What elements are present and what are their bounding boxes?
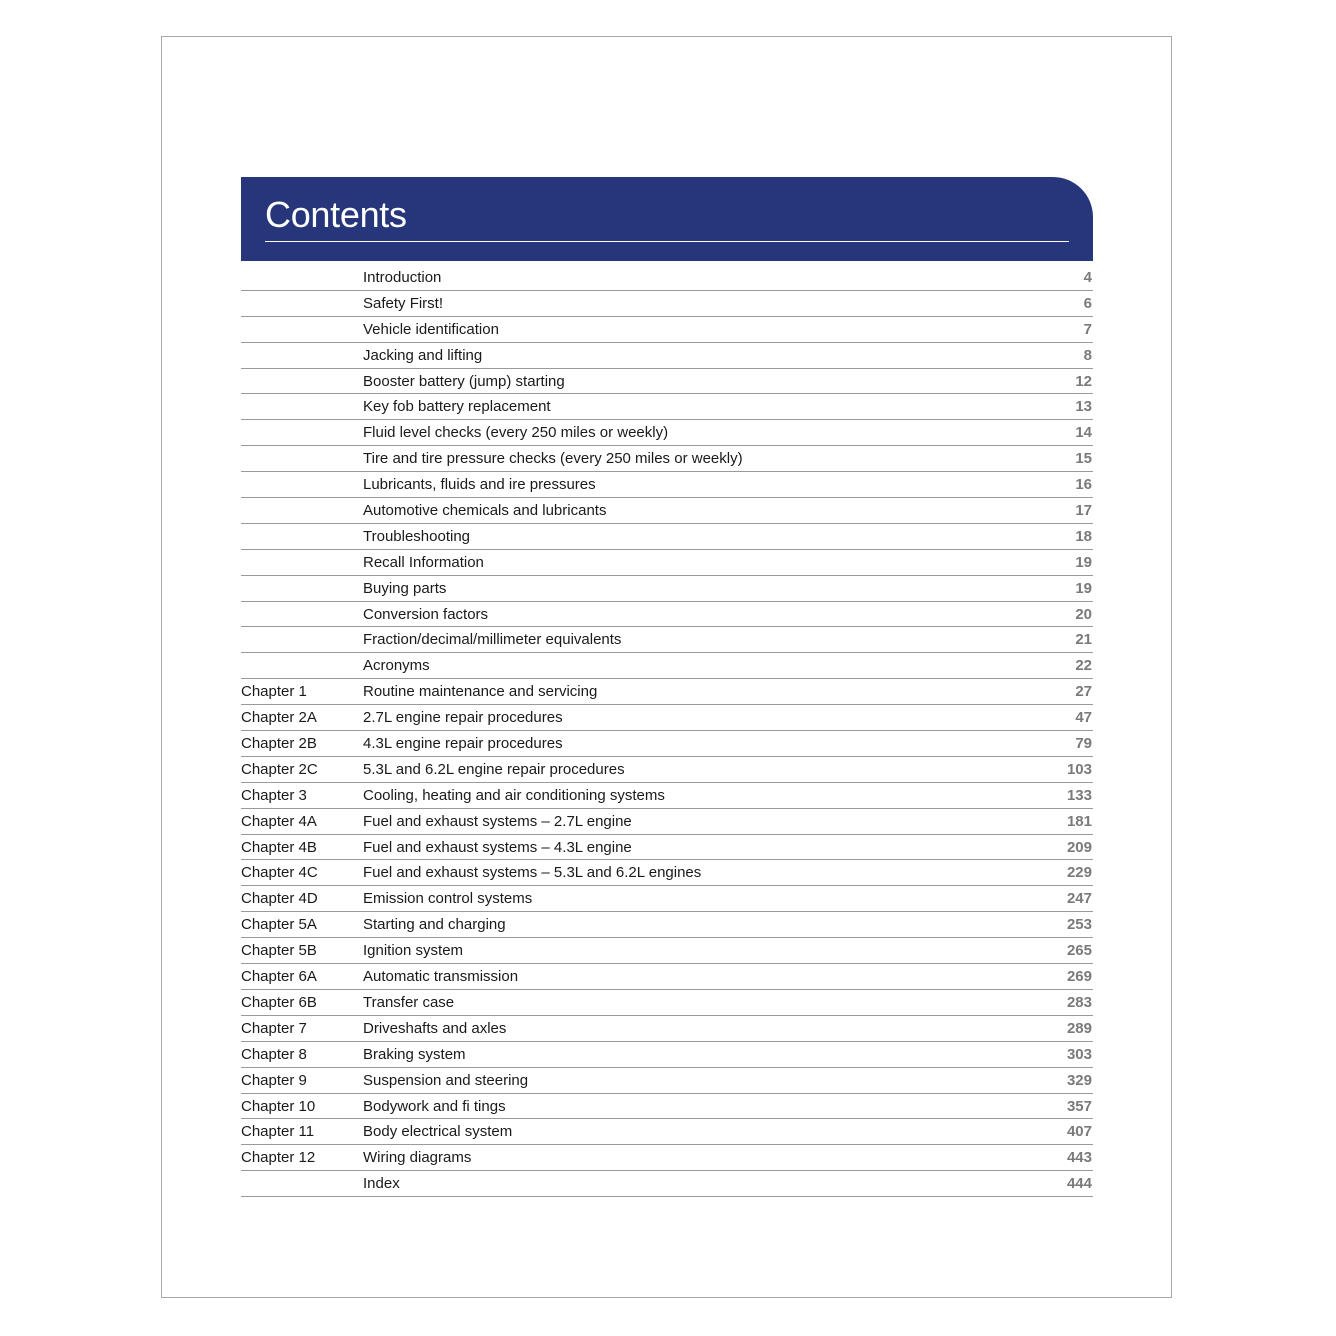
toc-page-number: 14 — [1075, 424, 1092, 442]
toc-row[interactable] — [241, 835, 1093, 861]
toc-entry-title: Tire and tire pressure checks (every 250 miles or weekly) — [363, 450, 743, 468]
toc-row[interactable] — [241, 420, 1093, 446]
toc-page-number: 47 — [1075, 709, 1092, 727]
toc-entry-title: Vehicle identification — [363, 320, 499, 338]
toc-page-number: 18 — [1075, 527, 1092, 545]
header-underline — [265, 241, 1069, 242]
toc-page-number: 4 — [1083, 269, 1092, 286]
toc-chapter-label: Chapter 2B — [241, 735, 317, 753]
toc-entry-title: Jacking and lifting — [363, 346, 483, 364]
toc-row[interactable] — [241, 1042, 1093, 1068]
toc-page-number: 407 — [1066, 1123, 1092, 1141]
toc-row[interactable] — [241, 731, 1093, 757]
toc-row[interactable] — [241, 291, 1093, 317]
toc-chapter-label: Chapter 9 — [241, 1071, 307, 1089]
toc-row[interactable] — [241, 653, 1093, 679]
toc-entry-title: Fuel and exhaust systems – 4.3L engine — [363, 838, 632, 856]
toc-entry-title: Ignition system — [363, 942, 464, 960]
toc-entry-title: Automatic transmission — [363, 968, 519, 986]
toc-page-number: 19 — [1075, 579, 1092, 597]
toc-page-number: 20 — [1075, 605, 1092, 623]
toc-entry-title: Body electrical system — [363, 1123, 513, 1141]
toc-entry-title: Buying parts — [363, 579, 447, 597]
contents-header-banner — [241, 177, 1093, 261]
toc-row[interactable] — [241, 550, 1093, 576]
toc-row[interactable] — [241, 343, 1093, 369]
toc-chapter-label: Chapter 7 — [241, 1019, 307, 1037]
toc-row[interactable] — [241, 938, 1093, 964]
toc-chapter-label: Chapter 10 — [241, 1097, 316, 1115]
toc-row[interactable] — [241, 317, 1093, 343]
toc-entry-title: Introduction — [363, 269, 442, 286]
toc-page-number: 19 — [1075, 553, 1092, 571]
page-title: Contents — [265, 194, 407, 235]
toc-page-number: 22 — [1075, 657, 1092, 675]
toc-row[interactable] — [241, 602, 1093, 628]
toc-row[interactable] — [241, 990, 1093, 1016]
toc-row[interactable] — [241, 1171, 1093, 1197]
toc-page-number: 15 — [1075, 450, 1092, 468]
toc-row[interactable] — [241, 1068, 1093, 1094]
toc-entry-title: Automotive chemicals and lubricants — [363, 502, 607, 520]
toc-entry-title: Booster battery (jump) starting — [363, 372, 565, 390]
toc-entry-title: Recall Information — [363, 553, 484, 571]
toc-row[interactable] — [241, 1145, 1093, 1171]
toc-chapter-label: Chapter 4C — [241, 864, 318, 882]
toc-page-number: 283 — [1066, 993, 1092, 1011]
toc-entry-title: 2.7L engine repair procedures — [363, 709, 563, 727]
toc-chapter-label: Chapter 5A — [241, 916, 317, 934]
toc-entry-title: Key fob battery replacement — [363, 398, 551, 416]
toc-chapter-label: Chapter 3 — [241, 786, 307, 804]
toc-entry-title: Fuel and exhaust systems – 5.3L and 6.2L engines — [363, 864, 702, 882]
toc-row[interactable] — [241, 627, 1093, 653]
toc-entry-title: Fraction/decimal/millimeter equivalents — [363, 631, 622, 649]
toc-entry-title: 5.3L and 6.2L engine repair procedures — [363, 760, 625, 778]
toc-row[interactable] — [241, 860, 1093, 886]
toc-entry-title: Emission control systems — [363, 890, 533, 908]
toc-page-number: 443 — [1066, 1149, 1092, 1167]
toc-entry-title: Troubleshooting — [363, 527, 471, 545]
toc-row[interactable] — [241, 498, 1093, 524]
toc-chapter-label: Chapter 4B — [241, 838, 317, 856]
toc-page-number: 16 — [1075, 476, 1092, 494]
toc-chapter-label: Chapter 8 — [241, 1045, 307, 1063]
toc-row[interactable] — [241, 809, 1093, 835]
toc-page-number: 6 — [1083, 294, 1092, 312]
toc-page-number: 133 — [1066, 786, 1092, 804]
toc-row[interactable] — [241, 1119, 1093, 1145]
toc-page-number: 103 — [1066, 760, 1092, 778]
toc-entry-title: Lubricants, fluids and ire pressures — [363, 476, 596, 494]
toc-page-number: 444 — [1066, 1175, 1092, 1193]
toc-entry-title: Safety First! — [363, 294, 444, 312]
toc-entry-title: Wiring diagrams — [363, 1149, 472, 1167]
toc-entry-title: Bodywork and fi tings — [363, 1097, 506, 1115]
toc-row[interactable] — [241, 524, 1093, 550]
toc-page-number: 13 — [1075, 398, 1092, 416]
toc-page-number: 12 — [1075, 372, 1092, 390]
toc-row[interactable] — [241, 886, 1093, 912]
toc-entry-title: Acronyms — [363, 657, 430, 675]
toc-page-number: 7 — [1083, 320, 1092, 338]
toc-entry-title: Starting and charging — [363, 916, 506, 934]
toc-page-number: 79 — [1075, 735, 1092, 753]
toc-chapter-label: Chapter 6B — [241, 993, 317, 1011]
toc-entry-title: Cooling, heating and air conditioning systems — [363, 786, 665, 804]
toc-page-number: 247 — [1066, 890, 1092, 908]
toc-entry-title: Conversion factors — [363, 605, 489, 623]
toc-row[interactable] — [241, 369, 1093, 395]
toc-page-number: 253 — [1066, 916, 1092, 934]
toc-chapter-label: Chapter 2C — [241, 760, 318, 778]
toc-entry-title: Transfer case — [363, 993, 455, 1011]
toc-chapter-label: Chapter 6A — [241, 968, 317, 986]
toc-row[interactable] — [241, 1094, 1093, 1120]
toc-row[interactable] — [241, 576, 1093, 602]
toc-page-number: 181 — [1066, 812, 1092, 830]
toc-row[interactable] — [241, 964, 1093, 990]
toc-entry-title: Fuel and exhaust systems – 2.7L engine — [363, 812, 632, 830]
toc-chapter-label: Chapter 2A — [241, 709, 317, 727]
toc-entry-title: 4.3L engine repair procedures — [363, 735, 563, 753]
toc-entry-title: Suspension and steering — [363, 1071, 529, 1089]
toc-entry-title: Braking system — [363, 1045, 466, 1063]
toc-chapter-label: Chapter 4A — [241, 812, 317, 830]
toc-row[interactable] — [241, 783, 1093, 809]
toc-page-number: 21 — [1075, 631, 1092, 649]
toc-page-number: 329 — [1066, 1071, 1092, 1089]
toc-chapter-label: Chapter 11 — [241, 1123, 315, 1141]
toc-row[interactable] — [241, 912, 1093, 938]
toc-chapter-label: Chapter 1 — [241, 683, 307, 701]
toc-entry-title: Driveshafts and axles — [363, 1019, 507, 1037]
toc-row[interactable] — [241, 446, 1093, 472]
toc-chapter-label: Chapter 4D — [241, 890, 318, 908]
table-of-contents — [241, 265, 1093, 1197]
toc-row[interactable] — [241, 705, 1093, 731]
toc-row[interactable] — [241, 757, 1093, 783]
toc-page-number: 289 — [1066, 1019, 1092, 1037]
toc-chapter-label: Chapter 12 — [241, 1149, 316, 1167]
toc-page-number: 303 — [1066, 1045, 1092, 1063]
toc-row[interactable] — [241, 1016, 1093, 1042]
toc-row[interactable] — [241, 679, 1093, 705]
toc-entry-title: Index — [363, 1175, 400, 1193]
toc-page-number: 8 — [1083, 346, 1092, 364]
toc-page-number: 265 — [1066, 942, 1092, 960]
toc-page-number: 269 — [1066, 968, 1092, 986]
toc-entry-title: Fluid level checks (every 250 miles or weekly) — [363, 424, 669, 442]
toc-row[interactable] — [241, 472, 1093, 498]
toc-page-number: 209 — [1066, 838, 1092, 856]
toc-entry-title: Routine maintenance and servicing — [363, 683, 598, 701]
toc-page-number: 17 — [1075, 502, 1092, 520]
toc-row[interactable] — [241, 265, 1093, 291]
toc-chapter-label: Chapter 5B — [241, 942, 317, 960]
toc-page-number: 229 — [1066, 864, 1092, 882]
toc-row[interactable] — [241, 394, 1093, 420]
toc-page-number: 357 — [1066, 1097, 1092, 1115]
toc-page-number: 27 — [1075, 683, 1092, 701]
